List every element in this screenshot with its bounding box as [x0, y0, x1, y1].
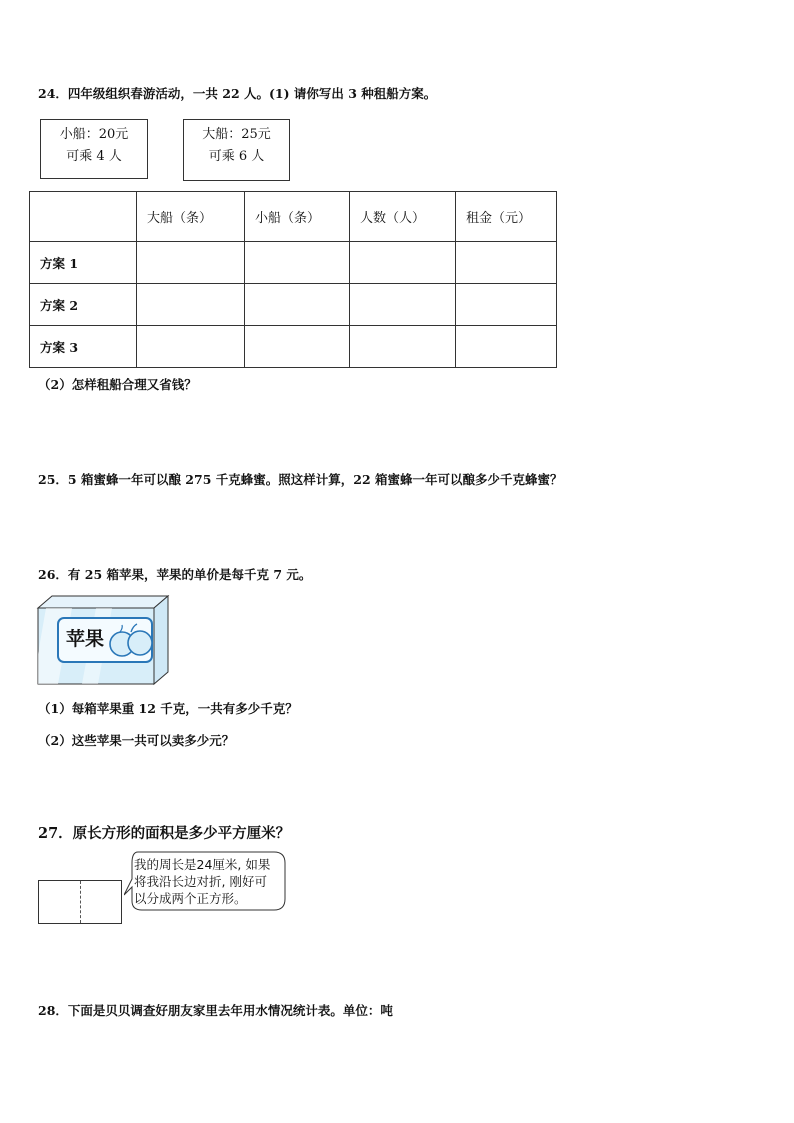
question-26-part-1: （1）每箱苹果重 12 千克，一共有多少千克？: [38, 701, 298, 716]
table-header-cell: [30, 192, 137, 242]
question-24-part-2: （2）怎样租船合理又省钱？: [38, 377, 197, 392]
question-26-part-2: （2）这些苹果一共可以卖多少元？: [38, 733, 235, 748]
question-26-title: 26．有 25 箱苹果，苹果的单价是每千克 7 元。: [38, 567, 312, 582]
question-25-title: 25．5 箱蜜蜂一年可以酿 275 千克蜂蜜。照这样计算，22 箱蜜蜂一年可以酿多少千克蜂蜜？: [38, 472, 563, 487]
table-header-cell: 大船（条）: [137, 192, 245, 242]
plan-row-label: 方案 1: [30, 242, 137, 284]
table-row: [30, 242, 557, 284]
small-boat-info-box: [40, 119, 148, 179]
table-cell[interactable]: [456, 326, 557, 368]
table-cell[interactable]: [350, 242, 456, 284]
plan-row-label: 方案 3: [30, 326, 137, 368]
question-28-title: 28．下面是贝贝调查好朋友家里去年用水情况统计表。单位：吨: [38, 1003, 393, 1018]
table-cell[interactable]: [456, 284, 557, 326]
apple-box-label: 苹果: [66, 628, 105, 650]
bubble-line: 将我沿长边对折, 刚好可: [134, 874, 267, 889]
plan-row-label: 方案 2: [30, 284, 137, 326]
original-rectangle: [38, 880, 122, 924]
table-cell[interactable]: [350, 284, 456, 326]
table-cell[interactable]: [245, 242, 350, 284]
big-boat-price: 大船：25元: [202, 127, 271, 142]
table-cell[interactable]: [245, 326, 350, 368]
table-row: [30, 284, 557, 326]
apple-box-illustration: [36, 594, 170, 686]
table-cell[interactable]: [137, 284, 245, 326]
big-boat-info-box: [183, 119, 290, 181]
table-header-row: [30, 192, 557, 242]
table-cell[interactable]: [245, 284, 350, 326]
speech-bubble-text: [134, 856, 284, 907]
table-cell[interactable]: [456, 242, 557, 284]
big-boat-capacity: 可乘 6 人: [208, 149, 265, 164]
table-cell[interactable]: [350, 326, 456, 368]
small-boat-price: 小船：20元: [59, 127, 129, 142]
fold-line: [80, 881, 81, 923]
table-cell[interactable]: [137, 326, 245, 368]
bubble-line: 以分成两个正方形。: [134, 891, 247, 906]
question-24-title: 24．四年级组织春游活动，一共 22 人。(1) 请你写出 3 种租船方案。: [38, 86, 437, 101]
boat-plan-table: [29, 191, 557, 368]
table-header-cell: 租金（元）: [456, 192, 557, 242]
small-boat-capacity: 可乘 4 人: [66, 149, 122, 164]
table-row: [30, 326, 557, 368]
table-header-cell: 人数（人）: [350, 192, 456, 242]
question-27-title: 27．原长方形的面积是多少平方厘米？: [38, 825, 291, 842]
table-cell[interactable]: [137, 242, 245, 284]
bubble-line: 我的周长是24厘米, 如果: [134, 857, 271, 872]
table-header-cell: 小船（条）: [245, 192, 350, 242]
